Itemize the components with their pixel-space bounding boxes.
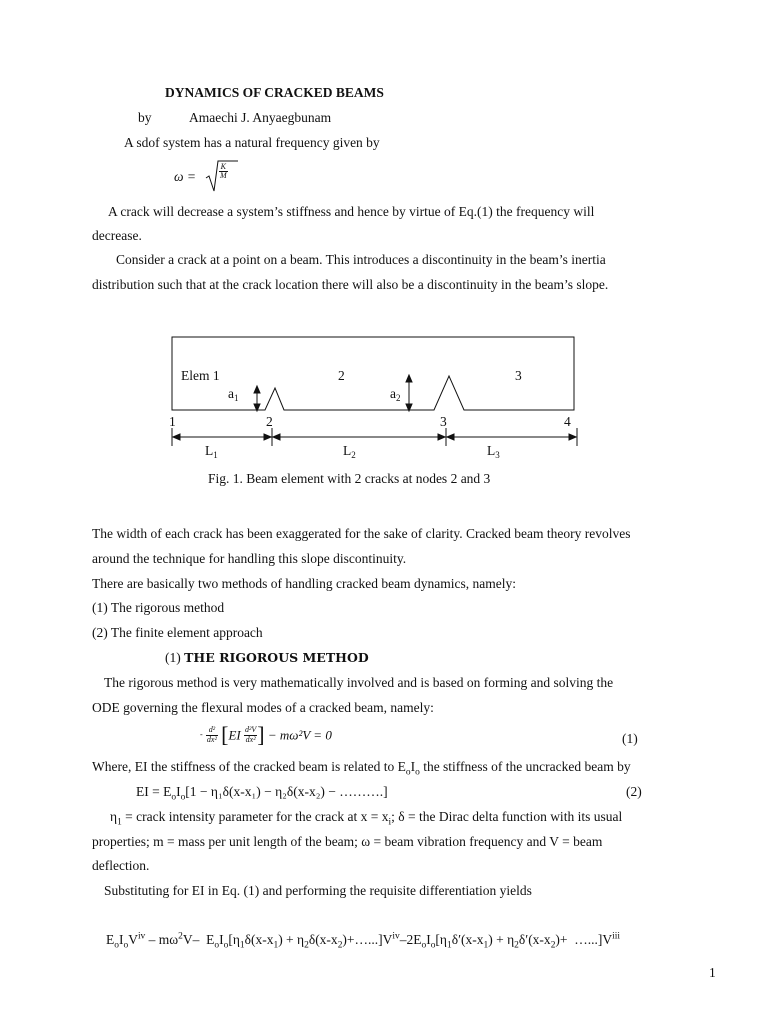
crack-label-a2 [390,386,401,403]
figure-caption: Fig. 1. Beam element with 2 cracks at nodes 2 and 3 [208,471,491,486]
substitution-line: Substituting for EI in Eq. (1) and performing the requisite differentiation yields [104,883,532,898]
para1-line1: A crack will decrease a system’s stiffness and hence by virtue of Eq.(1) the frequency will [108,204,595,219]
l1-sub: 1 [213,450,218,460]
a2-base: a [390,386,396,401]
l1-base: L [205,443,214,458]
para2-line1: Consider a crack at a point on a beam. This introduces a discontinuity in the beam’s inertia [116,252,606,267]
beam-figure [0,0,768,480]
l3-sub: 3 [495,450,500,460]
author-name: Amaechi J. Anyaegbunam [189,110,332,125]
definitions-line2: properties; m = mass per unit length of the beam; ω = beam vibration frequency and V = beam [92,834,603,849]
l3-base: L [487,443,496,458]
page-number: 1 [709,965,716,980]
length-l1 [205,443,218,460]
a2-sub: 2 [396,393,401,403]
where-text-b: the stiffness of the uncracked beam by [423,759,631,774]
eq1-d2-den: dx² [206,734,217,744]
eq2-body: [1 − η₁δ(x-x₁) − η₂δ(x-x₂) − ……….] [185,784,388,799]
para2-line2: distribution such that at the crack location there will also be a discontinuity in the beam’s slope. [92,277,609,292]
equation-2: EI = $E_oI_o[1 - \eta_1\delta(x-x_1) - \eta_2\delta(x-x_2)$ − ……….] [136,784,388,803]
where-line: Where, EI the stiffness of the cracked beam is related to $E_oI_o$ the stiffness of the uncracked beam by [92,759,631,778]
elem-label-2: 2 [338,368,345,383]
para3-line1: The width of each crack has been exaggerated for the sake of clarity. Cracked beam theory revolves [92,526,631,541]
node-1: 1 [169,414,176,429]
where-text-a: Where, EI the stiffness of the cracked beam is related to E [92,759,406,774]
para1-line2: decrease. [92,228,142,243]
crack-a1-arrow [254,386,260,411]
expanded-equation: $E_oI_oV^{iv} - m\omega^2V-$ $E_oI_o[\eta_1\delta(x-x_1)$ + $\eta_2\delta(x-x_2)+\dots...]V^{iv}-2E_oI_o[\eta_1\delta'(x-x_1) + \eta_2\delta'(x-x_2)+$ $\dots...]V^{iii}$ [106,931,621,951]
omega-fraction-den: M [220,171,227,181]
eta-def-b: ; δ = the Dirac delta function with its usual [391,809,623,824]
a1-sub: 1 [234,393,239,403]
method-2: (2) The finite element approach [92,625,263,640]
document-title: DYNAMICS OF CRACKED BEAMS [165,85,384,100]
node-2: 2 [266,414,273,429]
by-label: by [138,110,152,125]
eq1-rest: − mω²V = 0 [267,727,332,743]
method-1: (1) The rigorous method [92,600,225,615]
eq1-d2v-fraction [244,726,257,744]
eq1-d2-operator [206,726,218,744]
l2-base: L [343,443,352,458]
section-heading [165,651,369,665]
elem-label-3: 3 [515,368,522,383]
sdof-intro-line: A sdof system has a natural frequency given by [124,135,380,150]
eq2-number: (2) [626,784,642,799]
definitions-line3: deflection. [92,858,150,873]
crack-a2-arrow [406,375,412,411]
equation-1: - $\frac{\text{d²}}{\text{dx²}}$ [EI $\frac{\text{d²V}}{\text{dx²}}$ ] − mω²V = 0 [200,722,332,747]
para5-line2: ODE governing the flexural modes of a cracked beam, namely: [92,700,434,715]
node-4: 4 [564,414,571,429]
node-3: 3 [440,414,447,429]
eta-definition: $\eta_1$ = crack intensity parameter for the crack at $x = x_i$; δ = the Dirac delta function with its usual [110,809,623,828]
eq1-number: (1) [622,731,638,746]
section-number: (1) [165,650,181,665]
elem-label-1: Elem 1 [181,368,220,383]
eq1-d2v-den: dx² [245,734,256,744]
length-l3 [487,443,500,460]
eq1-ei: EI [228,727,241,743]
l2-sub: 2 [351,450,356,460]
para5-line1: The rigorous method is very mathematically involved and is based on forming and solving the [104,675,614,690]
crack-label-a1 [228,386,239,403]
omega-fraction-num: K [220,162,226,171]
section-title: THE RIGOROUS METHOD [184,650,369,665]
para3-line2: around the technique for handling this slope discontinuity. [92,551,407,566]
length-l2 [343,443,356,460]
dimension-line [173,434,576,440]
omega-lhs: ω = [174,169,197,184]
para4: There are basically two methods of handling cracked beam dynamics, namely: [92,576,516,591]
eq1-d2v-num: d²V [244,725,257,735]
eq1-d2-num: d² [206,726,218,735]
eta-def-a: = crack intensity parameter for the crack at x = x [125,809,389,824]
a1-base: a [228,386,234,401]
